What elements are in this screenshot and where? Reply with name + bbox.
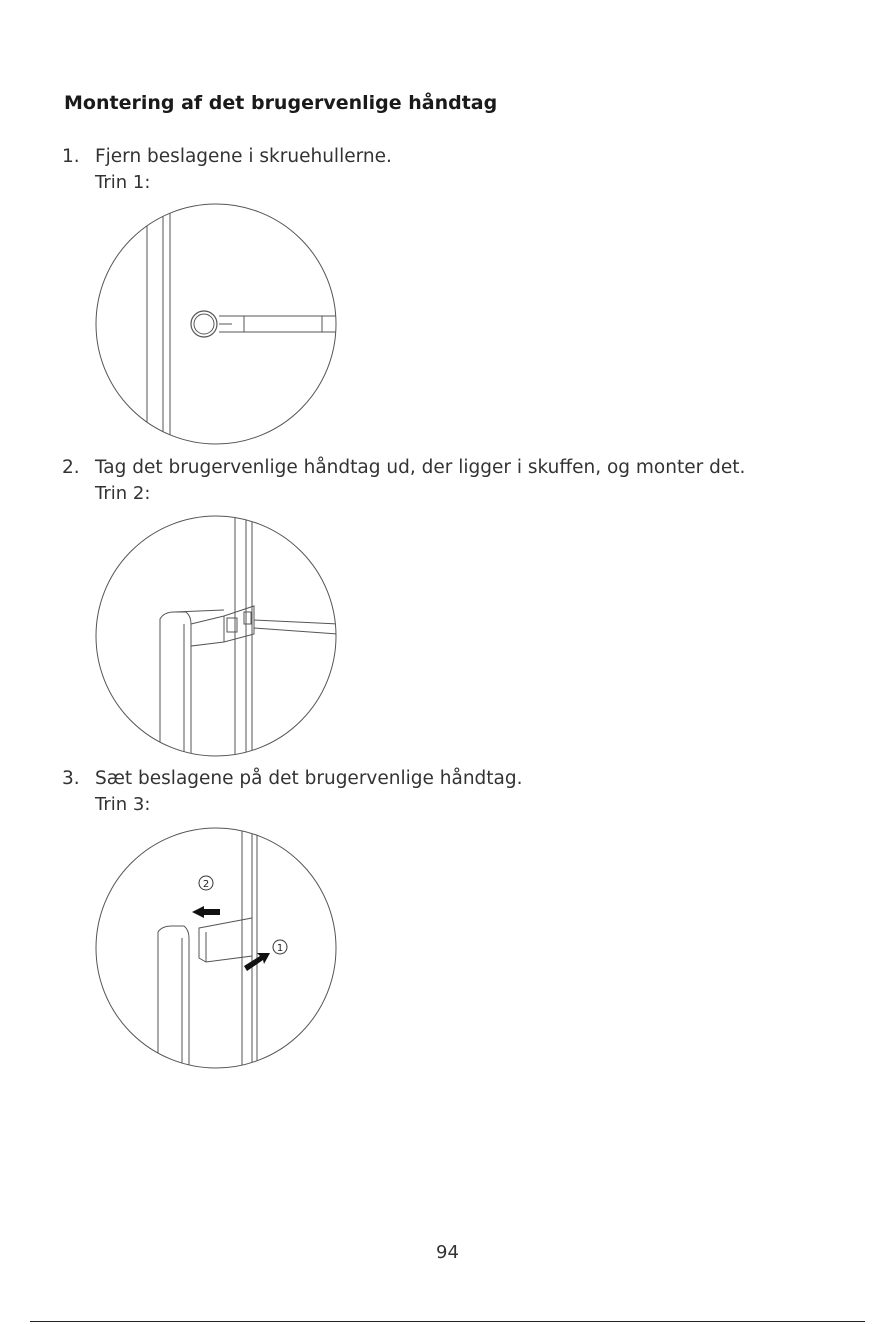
- callout-2-marker: [199, 876, 213, 890]
- page-number: 94: [436, 1242, 459, 1263]
- step-3-illustration: [94, 826, 338, 1070]
- callout-1-label: 1: [276, 943, 284, 954]
- bottom-divider: [30, 1321, 865, 1322]
- step-number: 2.: [62, 457, 80, 478]
- step-3: [62, 766, 862, 818]
- step-text: Tag det brugervenlige håndtag ud, der ligger i skuffen, og monter det.: [95, 457, 746, 478]
- step-text: Fjern beslagene i skruehullerne.: [95, 146, 392, 167]
- callout-1-marker: [273, 940, 287, 954]
- step-2-illustration: [94, 514, 338, 758]
- step-text: Sæt beslagene på det brugervenlige håndtag.: [95, 768, 523, 789]
- step-number: 3.: [62, 768, 80, 789]
- step-2: [62, 455, 862, 507]
- callout-2-label: 2: [202, 879, 210, 890]
- step-sublabel: Trin 1:: [95, 172, 151, 193]
- step-1-illustration: [94, 202, 338, 446]
- page-title: Montering af det brugervenlige håndtag: [64, 92, 498, 114]
- step-1: [62, 144, 862, 196]
- arrow-left-icon: [192, 906, 220, 918]
- step-number: 1.: [62, 146, 80, 167]
- step-sublabel: Trin 3:: [95, 794, 151, 815]
- step-sublabel: Trin 2:: [95, 483, 151, 504]
